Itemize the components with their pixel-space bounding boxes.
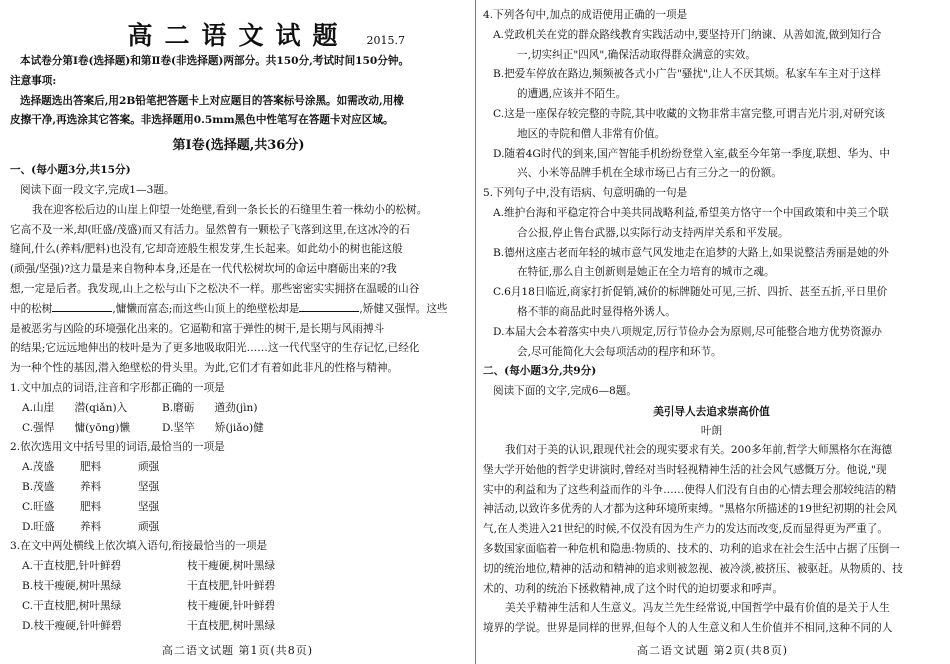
exam-title: 高二语文试题 [127, 21, 350, 50]
q1-option [10, 399, 162, 419]
passage-line: 缝间,什么(养料/肥料)也没有,它却奇迹般生根发芽,生长起来。如此幼小的树也能这般 [10, 243, 403, 256]
q2-option-word: 顽强 [138, 461, 160, 474]
q2-option-word: 顽强 [138, 520, 160, 533]
part1-lead: 阅读下面一段文字,完成1—3题。 [20, 183, 175, 196]
q5-option-line: A.维护台海和平稳定符合中美共同战略利益,希望美方恪守一个中国政策和中美三个联 [493, 206, 889, 219]
article-line: 美关乎精神生活和人生意义。冯友兰先生经常说,中国哲学中最有价值的是关于人生 [505, 602, 890, 615]
q3-option-part: 枝干瘦硬,树叶黑绿 [187, 560, 276, 573]
passage-line: (顽强/坚强)?这力量是来自物种本身,还是在一代代松树坎坷的命运中磨砺出来的?我 [10, 263, 397, 276]
question-3-option [10, 577, 467, 597]
q5-option-line: C.6月18日临近,商家打折促销,减价的标牌随处可见,三折、四折、甚至五折,平日里价 [493, 286, 888, 299]
q2-option-word: C.旺盛 [22, 500, 55, 513]
q4-option-line: 地区的寺院和僧人非常有价值。 [517, 127, 666, 140]
question-2-option [10, 518, 467, 538]
question-3-option [10, 597, 467, 617]
q2-option-word: 肥料 [80, 500, 102, 513]
passage-line: 是被恶劣与凶险的环境强化出来的。它逼勒和富于弹性的树干,是长期与风雨搏斗 [10, 322, 385, 335]
article-line: 切的统治地位,精神的活动和精神的追求则被忽视、被冷淡,被挤压、被驱赶。从物质的、技 [483, 562, 903, 575]
q3-option-part: 枝干瘦硬,针叶鲜碧 [187, 599, 276, 612]
question-4-stem: 4.下列各句中,加点的成语使用正确的一项是 [483, 9, 688, 21]
passage-text: ,矫健又强悍。这些 [359, 302, 448, 315]
passage-text: 中的松树 [10, 302, 53, 315]
q3-option-part: B.枝干瘦硬,树叶黑绿 [22, 579, 122, 592]
question-2-option [10, 478, 467, 498]
fill-blank-2 [299, 301, 359, 312]
article-line: 堡大学开始他的哲学史讲演时,曾经对当时轻视精神生活的社会风气感慨万分。他说,"现 [483, 463, 887, 476]
article-line: 神活动,以致许多优秀的人才都为这种环境所束缚。"黑格尔所描述的19世纪初期的社会风 [483, 503, 897, 516]
q3-option-part: D.枝干瘦硬,针叶鲜碧 [22, 619, 122, 632]
passage-line: 我在迎客松后边的山崖上仰望一处绝壁,看到一条长长的石缝里生着一株幼小的松树。 [32, 203, 428, 216]
q1-option-word: 遒劲(jìn) [214, 401, 258, 414]
fill-blank-1 [52, 301, 112, 312]
q1-option-word: 慵(yōng)懒 [74, 421, 130, 434]
part2-lead: 阅读下面的文字,完成6—8题。 [493, 385, 637, 398]
question-3-option [10, 557, 467, 577]
q5-option-line: 合公报,停止售台武器,以实际行动支持两岸关系和平发展。 [517, 226, 789, 239]
question-5-stem: 5.下列句子中,没有语病、句意明确的一句是 [483, 187, 688, 200]
question-3-stem: 3.在文中两处横线上依次填入语句,衔接最恰当的一项是 [10, 540, 268, 553]
page-2 [475, 0, 950, 664]
q4-option-line: 的遭遇,应该并不陌生。 [517, 88, 627, 101]
title-row [10, 6, 467, 52]
article-title: 美引导人去追求崇高价值 [653, 405, 770, 418]
page-footer: 高二语文试题 第2页(共8页) [636, 644, 789, 657]
q1-option-word: D.坚竿 [162, 421, 195, 434]
q2-option-word: A.茂盛 [22, 461, 55, 474]
notice-heading: 注意事项: [10, 74, 57, 87]
q1-option-word: C.强悍 [22, 421, 55, 434]
question-2-option [10, 498, 467, 518]
q3-option-part: C.干直枝肥,树叶黑绿 [22, 599, 122, 612]
passage-line: 想,一定是后者。我发现,山上之松与山下之松决不一样。那些密密实实拥挤在温暖的山谷 [10, 282, 420, 295]
passage-line: 的结果;它远远地伸出的枝叶是为了更多地吸取阳光……这一代代坚守的生存记忆,已经化 [10, 342, 420, 355]
q1-option [10, 419, 162, 439]
page-footer: 高二语文试题 第1页(共8页) [161, 644, 314, 657]
passage-line: 为一种个性的基因,潜入绝壁松的骨头里。为此,它们才有着如此非凡的性格与精神。 [10, 362, 399, 375]
article-line: 术的、功利的统治下拯救精神,成了这个时代的迫切要求和呼声。 [483, 582, 783, 595]
q2-option-word: 坚强 [138, 500, 160, 513]
part2-title: 二、(每小题3分,共9分) [483, 365, 597, 378]
notice-line: 选择题选出答案后,用2B铅笔把答题卡上对应题目的答案标号涂黑。如需改动,用橡 [20, 94, 404, 107]
passage-line: 它高不及一米,却(旺盛/茂盛)而又有活力。显然曾有一颗松子飞落到这里,在这冰冷的石 [10, 223, 410, 236]
q2-option-word: 养料 [80, 520, 102, 533]
q1-option-word: 矫(jiǎo)健 [214, 421, 264, 434]
question-2-option [10, 458, 467, 478]
q4-option-line: 一,切实纠正"四风",确保活动取得群众满意的实效。 [517, 48, 756, 61]
q4-option-line: D.随着4G时代的到来,国产智能手机纷纷登堂入室,截至今年第一季度,联想、华为、中 [493, 147, 890, 160]
q2-option-word: D.旺盛 [22, 520, 55, 533]
article-line: 气,在人类进入21世纪的时候,不仅没有因为生产力的发达而改变,反而显得更为严重了。 [483, 523, 888, 536]
q2-option-word: 肥料 [80, 461, 102, 474]
part1-title: 一、(每小题3分,共15分) [10, 164, 131, 177]
q1-option [162, 419, 302, 439]
question-1-options [10, 419, 467, 439]
article-line: 境界的学说。世界是同样的世界,但每个人的人生意义和人生价值并不相同,这种不同的人 [483, 622, 893, 635]
q5-option-line: B.德州这座古老而年轻的城市意气风发地走在追梦的大路上,如果说整洁秀丽是她的外 [493, 246, 889, 259]
q5-option-line: 在特征,那么自主创新则是她正在全力培育的城市之魂。 [517, 266, 775, 279]
q4-option-line: C.这是一座保存较完整的寺院,其中收藏的文物非常丰富完整,可谓吉光片羽,对研究该 [493, 107, 885, 120]
article-author: 叶朗 [700, 424, 723, 437]
article-line: 我们对于美的认识,跟现代社会的现实要求有关。200多年前,哲学大师黑格尔在海德 [505, 443, 893, 456]
q1-option-word: A.山崖 [22, 401, 55, 414]
q2-option-word: 养料 [80, 480, 102, 493]
q3-option-part: 干直枝肥,针叶鲜碧 [187, 579, 276, 592]
q1-option-word: B.磨砺 [162, 401, 195, 414]
article-line: 多数国家面临着一种危机和隐患:物质的、技术的、功利的追求在社会生活中占据了压倒一 [483, 542, 900, 555]
question-1-options [10, 399, 467, 419]
passage-text: ,慵懒而富态;而这些山顶上的绝壁松却是 [112, 302, 300, 315]
q3-option-part: 干直枝肥,树叶黑绿 [187, 619, 276, 632]
q5-option-line: 会,尽可能简化大会每项活动的程序和环节。 [517, 345, 722, 358]
q5-option-line: 格不菲的商品此时显得格外诱人。 [517, 305, 676, 318]
question-1-stem: 1.文中加点的词语,注音和字形都正确的一项是 [10, 381, 225, 394]
question-2-stem: 2.依次选用文中括号里的词语,最恰当的一项是 [10, 441, 225, 454]
q4-option-line: B.把爱车停放在路边,频频被各式小广告"骚扰",让人不厌其烦。私家车车主对于这样 [493, 68, 881, 81]
question-3-option [10, 617, 467, 637]
exam-intro-line: 本试卷分第Ⅰ卷(选择题)和第Ⅱ卷(非选择题)两部分。共150分,考试时间150分钟。 [20, 55, 410, 67]
q1-option [162, 399, 302, 419]
notice-line: 皮擦干净,再选涂其它答案。非选择题用0.5mm黑色中性笔写在答题卡对应区域。 [10, 114, 394, 127]
article-line: 实中的利益和为了这些利益而作的斗争……使得人们没有自由的心情去理会那较纯洁的精 [483, 483, 897, 496]
q4-option-line: A.党政机关在党的群众路线教育实践活动中,要坚持开门纳谏、从善如流,做到知行合 [493, 28, 882, 41]
q3-option-part: A.干直枝肥,针叶鲜碧 [22, 560, 122, 573]
passage-line-with-blanks [10, 300, 467, 320]
q1-option-word: 潜(qiǎn)入 [74, 401, 128, 414]
exam-date: 2015.7 [366, 34, 405, 47]
q5-option-line: D.本届大会本着落实中央八项规定,厉行节俭办会为原则,尽可能整合地方优势资源办 [493, 325, 882, 338]
q2-option-word: B.茂盛 [22, 480, 55, 493]
q2-option-word: 坚强 [138, 480, 160, 493]
q4-option-line: 兴、小米等品牌手机在全球市场已占有三分之一的份额。 [517, 167, 782, 180]
section-title: 第Ⅰ卷(选择题,共36分) [172, 138, 305, 154]
